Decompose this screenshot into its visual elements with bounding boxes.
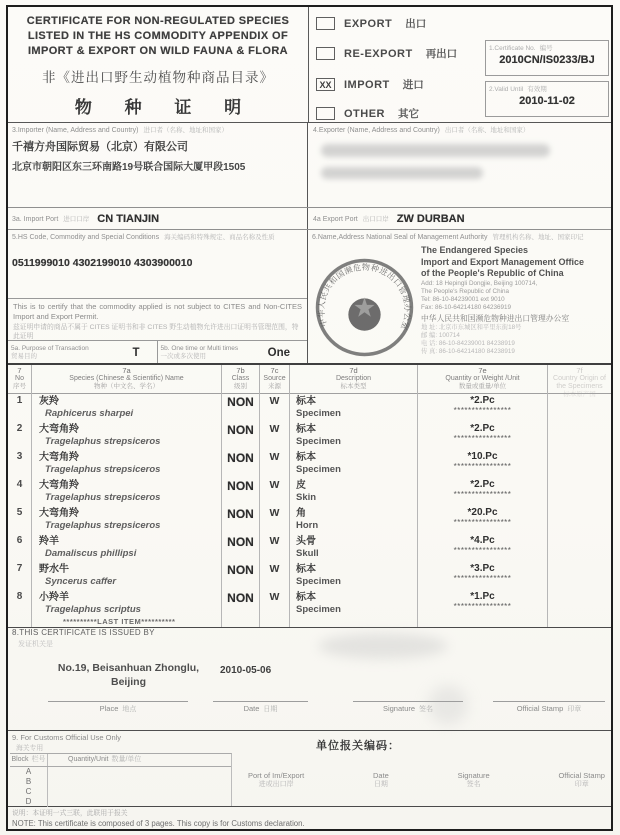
hs-authority-row — [8, 229, 611, 363]
origin-cell — [548, 534, 611, 562]
source-cell: W — [260, 562, 290, 590]
label-cn: 编号 — [539, 45, 553, 52]
national-emblem-icon — [348, 297, 380, 330]
block-letter: B — [10, 777, 48, 787]
source-cell: W — [260, 478, 290, 506]
quantity-cell — [418, 422, 548, 450]
header-cn: 数量或重量/单位 — [458, 383, 507, 390]
description-cell — [290, 478, 418, 506]
header-cn: 级别 — [234, 383, 247, 390]
label-cn: 签名 — [466, 781, 481, 788]
management-authority-section — [309, 230, 611, 363]
issued-by-label: 8.THIS CERTIFICATE IS ISSUED BY — [12, 628, 155, 637]
species-name-scientific: Raphicerus sharpei — [45, 408, 134, 419]
authority-faint-line: 邮 编: 100714 — [421, 331, 460, 339]
importer-address: 北京市朝阳区东三环南路19号联合国际大厦甲段1505 — [12, 162, 246, 173]
note-en: NOTE: This certificate is composed of 3 pages. This copy is for Customs declaration. — [12, 819, 305, 828]
label-en: 2.Valid Until — [489, 86, 524, 93]
customs-section — [8, 730, 611, 807]
times-label-cn: 一次或多次使用 — [160, 352, 206, 360]
checkbox-label: EXPORT — [344, 17, 393, 30]
species-name-scientific: Tragelaphus scriptus — [45, 604, 141, 615]
row-number: 6 — [8, 534, 32, 562]
reexport-checkbox — [316, 47, 335, 60]
divider — [308, 7, 309, 122]
quantity-value: *2.Pc — [470, 423, 495, 434]
label-cn: 日期 — [373, 781, 388, 788]
purpose-value: T — [132, 346, 140, 359]
description-cn: 标本 — [296, 452, 316, 463]
quantity-value: *3.Pc — [470, 563, 495, 574]
quantity-value: *1.Pc — [470, 591, 495, 602]
times-label: 5b. One time or Multi times — [160, 344, 239, 352]
authority-name-line: Import and Export Management Office — [421, 256, 585, 267]
document-frame — [6, 5, 613, 831]
exporter-label: 4.Exporter (Name, Address and Country) — [313, 127, 440, 134]
species-cell — [32, 394, 222, 422]
customs-label: 9. For Customs Official Use Only — [12, 733, 122, 742]
table-row — [8, 590, 611, 627]
authority-name-line: The Endangered Species — [421, 245, 529, 255]
title-cn-large: 物 种 证 明 — [74, 98, 256, 117]
purpose-cell — [8, 341, 158, 364]
header-id: 7a — [122, 366, 131, 375]
title-subtitle-cn: 非《进出口野生动植物种商品目录》 — [42, 70, 274, 85]
row-number: 1 — [8, 394, 32, 422]
description-cn: 皮 — [296, 480, 306, 491]
class-cell: NON — [222, 534, 260, 562]
official-stamp-field — [558, 771, 605, 789]
header-en: Source — [263, 375, 286, 382]
header-en: Class — [231, 375, 250, 382]
header-cn: 来源 — [268, 383, 281, 390]
date-field — [373, 771, 389, 789]
description-cell — [290, 394, 418, 422]
header-en: No — [15, 375, 24, 382]
species-table — [8, 363, 611, 628]
date-signature-field — [213, 701, 308, 714]
importer-exporter-row — [8, 122, 611, 207]
origin-cell — [548, 506, 611, 534]
class-cell: NON — [222, 450, 260, 478]
authority-address-line: The People's Republic of China — [421, 287, 510, 295]
quantity-padding-stars: **************** — [453, 406, 512, 415]
block-row — [10, 767, 231, 777]
source-cell: W — [260, 506, 290, 534]
species-name-scientific: Tragelaphus strepsiceros — [45, 436, 161, 447]
seal-text: 中华人民共和国濒危物种进出口管理办公室 — [316, 262, 413, 332]
row-number: 2 — [8, 422, 32, 450]
table-row — [8, 394, 611, 422]
checkbox-label: IMPORT — [344, 78, 390, 91]
quantity-value: *4.Pc — [470, 535, 495, 546]
header-cn: 标本类型 — [340, 383, 367, 390]
purpose-label: 5a. Purpose of Transaction — [11, 344, 89, 352]
species-name-cn: 大弯角羚 — [39, 424, 79, 435]
header-id: 7 — [17, 366, 22, 375]
authority-address-line: Fax: 86-10-64214180 64236919 — [421, 303, 511, 311]
quantity-value: *20.Pc — [467, 507, 498, 518]
signature-field — [458, 771, 490, 789]
header-en: Description — [335, 375, 371, 382]
header-id: 7d — [349, 366, 358, 375]
exporter-cell — [309, 123, 611, 207]
label-en: Place — [99, 704, 119, 713]
description-en: Specimen — [296, 604, 341, 615]
authority-faint-line: 传 真: 86-10-64214180 84238919 — [421, 347, 515, 355]
table-row — [8, 478, 611, 506]
species-name-cn: 羚羊 — [39, 536, 59, 547]
species-cell — [32, 562, 222, 590]
export-checkbox — [316, 17, 335, 30]
label-en: Date — [243, 704, 260, 713]
description-cell — [290, 450, 418, 478]
source-cell: W — [260, 534, 290, 562]
title-line: LISTED IN THE HS COMMODITY APPENDIX OF — [27, 30, 289, 42]
quantity-padding-stars: **************** — [453, 574, 512, 583]
species-name-cn: 大弯角羚 — [39, 508, 79, 519]
footer-notes — [12, 807, 305, 828]
checkbox-row-reexport — [316, 46, 457, 61]
class-cell: NON — [222, 506, 260, 534]
block-header-en: Block — [11, 756, 29, 763]
species-table-header — [8, 365, 611, 398]
row-number: 8 — [8, 590, 32, 627]
row-number: 5 — [8, 506, 32, 534]
authority-address-line: Tel: 86-10-84239001 ext 9010 — [421, 295, 505, 303]
table-row — [8, 450, 611, 478]
class-cell: NON — [222, 478, 260, 506]
document-title-block — [8, 14, 308, 118]
authority-name-line: of the People's Republic of China — [421, 268, 564, 278]
source-cell: W — [260, 422, 290, 450]
description-cn: 标本 — [296, 564, 316, 575]
species-cell — [32, 590, 222, 627]
quantity-value: *2.Pc — [470, 479, 495, 490]
importer-label-cn: 进口者（名称、地址和国家） — [143, 127, 228, 134]
checkbox-label: RE-EXPORT — [344, 47, 413, 60]
valid-until-box — [485, 81, 609, 117]
certificate-number-label — [489, 43, 605, 52]
quantity-padding-stars: **************** — [453, 434, 512, 443]
label-en: Official Stamp — [558, 771, 605, 780]
origin-cell — [548, 422, 611, 450]
export-port-label-cn: 出口口岸 — [362, 216, 389, 223]
label-en: Official Stamp — [516, 704, 564, 713]
species-name-cn: 大弯角羚 — [39, 452, 79, 463]
certificate-number-box — [485, 40, 609, 76]
import-port-label-cn: 进口口岸 — [63, 216, 90, 223]
source-cell: W — [260, 394, 290, 422]
customs-label-cn: 海关专用 — [16, 745, 44, 752]
origin-cell — [548, 562, 611, 590]
quantity-cell — [418, 562, 548, 590]
hs-code-column — [8, 230, 308, 363]
times-cell — [158, 341, 308, 364]
issue-date: 2010-05-06 — [220, 665, 272, 676]
header-en: Species (Chinese & Scientific) Name — [69, 375, 184, 382]
quantity-cell — [418, 506, 548, 534]
issuer-address-line: No.19, Beisanhuan Zhonglu, — [57, 662, 200, 674]
customs-signature-row — [248, 771, 605, 789]
species-name-scientific: Tragelaphus strepsiceros — [45, 492, 161, 503]
checkbox-label-cn: 进口 — [402, 79, 424, 91]
importer-name: 千禧方舟国际贸易（北京）有限公司 — [12, 141, 188, 153]
description-en: Skull — [296, 548, 319, 559]
species-name-scientific: Damaliscus phillipsi — [45, 548, 137, 559]
certify-statement — [8, 298, 307, 340]
description-cn: 标本 — [296, 396, 316, 407]
description-en: Specimen — [296, 576, 341, 587]
issued-by-section — [8, 625, 611, 730]
description-en: Skin — [296, 492, 317, 503]
authority-label-cn: 管理机构名称、地址、国家印记 — [492, 234, 584, 241]
purpose-label-cn: 贸易目的 — [11, 352, 37, 360]
import-port-value: CN TIANJIN — [97, 212, 160, 225]
qty-header-en: Quantity/Unit — [68, 756, 109, 763]
header-id: 7e — [478, 366, 487, 375]
table-row — [8, 422, 611, 450]
redacted-content — [321, 167, 483, 179]
species-name-cn: 野水牛 — [39, 564, 69, 575]
description-en: Specimen — [296, 408, 341, 419]
title-line: IMPORT & EXPORT ON WILD FAUNA & FLORA — [27, 45, 289, 57]
header-cn: 物种（中文名、学名） — [94, 383, 159, 390]
class-cell: NON — [222, 422, 260, 450]
origin-cell — [548, 590, 611, 627]
species-name-scientific: Syncerus caffer — [45, 576, 117, 587]
certify-text-cn: 兹证明申请的商品不属于 CITES 证明书和非 CITES 野生动植物允许进出口证明书管理范围，特此证明 — [13, 324, 299, 340]
checkbox-row-export — [316, 16, 426, 31]
ports-row — [8, 207, 611, 229]
redacted-content — [321, 144, 550, 157]
certify-text-en: This is to certify that the commodity applied is not subject to CITES and Non-CITES Import and Export Permit. — [13, 302, 302, 321]
valid-until-value: 2010-11-02 — [519, 95, 575, 107]
import-checkbox-checked: XX — [316, 78, 335, 91]
block-letter: D — [10, 797, 48, 807]
description-cn: 标本 — [296, 592, 316, 603]
quantity-cell — [418, 590, 548, 627]
table-row — [8, 534, 611, 562]
label-en: Signature — [457, 771, 490, 780]
block-row — [10, 797, 231, 807]
checkbox-row-import — [316, 77, 424, 92]
species-rows — [8, 394, 611, 627]
import-port-label: 3a. Import Port — [12, 216, 59, 223]
importer-cell — [8, 123, 308, 207]
quantity-padding-stars: **************** — [453, 490, 512, 499]
import-port-cell — [8, 208, 308, 229]
export-port-cell — [309, 208, 611, 229]
checkbox-row-other — [316, 106, 419, 121]
description-cell — [290, 534, 418, 562]
description-cell — [290, 422, 418, 450]
table-row — [8, 506, 611, 534]
issuer-address — [36, 661, 221, 689]
quantity-value: *2.Pc — [470, 395, 495, 406]
authority-label: 6.Name,Address National Seal of Management Authority — [312, 234, 488, 241]
quantity-padding-stars: **************** — [453, 518, 512, 527]
quantity-padding-stars: **************** — [453, 546, 512, 555]
species-name-scientific: Tragelaphus strepsiceros — [45, 520, 161, 531]
species-name-scientific: Tragelaphus strepsiceros — [45, 464, 161, 475]
label-en: 1.Certificate No. — [489, 45, 536, 52]
block-row — [10, 787, 231, 797]
export-port-label: 4a Export Port — [313, 216, 358, 223]
class-cell: NON — [222, 562, 260, 590]
importer-label: 3.Importer (Name, Address and Country) — [12, 127, 139, 134]
header-origin — [548, 365, 611, 399]
hs-code-label-cn: 海关编码和特殊规定、商品名称及性质 — [164, 234, 275, 241]
label-cn: 有效期 — [527, 86, 547, 93]
scan-smudge — [318, 633, 448, 659]
quantity-cell — [418, 534, 548, 562]
species-name-cn: 大弯角羚 — [39, 480, 79, 491]
header-id: 7c — [270, 366, 279, 375]
checkbox-label-cn: 再出口 — [425, 48, 458, 60]
row-number: 7 — [8, 562, 32, 590]
label-cn: 印章 — [567, 706, 582, 713]
exporter-label-cn: 出口者（名称、地址和国家） — [444, 127, 530, 134]
label-cn: 日期 — [263, 706, 278, 713]
header-en: Country Origin of the Specimens — [553, 375, 606, 390]
label-en: Signature — [382, 704, 416, 713]
checkbox-label: OTHER — [344, 107, 385, 120]
place-signature-field — [48, 701, 188, 714]
label-cn: 地点 — [122, 706, 137, 713]
header-cn: 标本原产国 — [563, 391, 596, 398]
description-en: Horn — [296, 520, 319, 531]
quantity-value: *10.Pc — [467, 451, 498, 462]
label-cn: 进或出口岸 — [258, 781, 294, 788]
title-line: CERTIFICATE FOR NON-REGULATED SPECIES — [26, 15, 290, 27]
times-value: One — [267, 346, 290, 359]
source-cell: W — [260, 450, 290, 478]
description-en: Specimen — [296, 436, 341, 447]
declaration-code-label: 单位报关编码： — [316, 740, 400, 752]
valid-until-label — [489, 84, 605, 93]
header-id: 7b — [236, 366, 245, 375]
authority-address-line: Add: 18 Hepingli Dongjie, Beijing 100714, — [421, 279, 538, 287]
description-en: Specimen — [296, 464, 341, 475]
species-cell — [32, 450, 222, 478]
official-seal-stamp — [314, 257, 415, 358]
checkbox-label-cn: 出口 — [405, 18, 427, 30]
description-cell — [290, 562, 418, 590]
label-en: Port of Im/Export — [248, 771, 305, 780]
header-id: 7f — [576, 366, 583, 375]
quantity-padding-stars: **************** — [453, 602, 512, 611]
authority-faint-line: 电 话: 86-10-84239001 84238919 — [421, 339, 515, 347]
quantity-cell — [418, 394, 548, 422]
signature-field — [353, 701, 463, 714]
quantity-cell — [418, 450, 548, 478]
last-item-marker: **********LAST ITEM********** — [63, 617, 176, 626]
qty-header-cn: 数量/单位 — [111, 756, 142, 763]
species-cell — [32, 506, 222, 534]
customs-table-header — [10, 754, 231, 767]
issuer-address-line: Beijing — [110, 676, 146, 688]
certificate-number-value: 2010CN/IS0233/BJ — [499, 54, 595, 66]
origin-cell — [548, 478, 611, 506]
description-cn: 标本 — [296, 424, 316, 435]
checkbox-label-cn: 其它 — [398, 108, 419, 120]
label-cn: 印章 — [574, 781, 589, 788]
issued-by-label-cn: 发证机关是 — [18, 641, 53, 648]
species-name-cn: 灰羚 — [39, 396, 59, 407]
table-row — [8, 562, 611, 590]
hs-code-value: 0511999010 4302199010 4303900010 — [12, 257, 193, 269]
description-cn: 角 — [296, 508, 306, 519]
port-field — [248, 771, 304, 789]
export-port-value: ZW DURBAN — [396, 212, 465, 225]
block-letter: C — [10, 787, 48, 797]
description-cn: 头骨 — [296, 536, 316, 547]
row-number: 3 — [8, 450, 32, 478]
official-stamp-field — [493, 701, 605, 714]
origin-cell — [548, 450, 611, 478]
header-en: Quantity or Weight /Unit — [445, 375, 520, 382]
species-cell — [32, 478, 222, 506]
authority-details — [421, 245, 609, 356]
quantity-padding-stars: **************** — [453, 462, 512, 471]
block-header-cn: 栏号 — [31, 756, 46, 763]
block-row — [10, 777, 231, 787]
class-cell: NON — [222, 590, 260, 627]
authority-faint-line: 地 址: 北京市东城区和平里东街18号 — [421, 323, 522, 331]
quantity-cell — [418, 478, 548, 506]
block-letter: A — [10, 767, 48, 777]
label-en: Date — [373, 771, 389, 780]
header-cn: 序号 — [13, 383, 26, 390]
class-cell: NON — [222, 394, 260, 422]
authority-name-cn: 中华人民共和国濒危物种进出口管理办公室 — [421, 313, 570, 323]
description-cell — [290, 506, 418, 534]
label-cn: 签名 — [419, 706, 434, 713]
hs-code-label: 5.HS Code, Commodity and Special Conditions — [12, 234, 160, 241]
purpose-row — [8, 340, 307, 364]
species-cell — [32, 534, 222, 562]
signature-row — [8, 701, 611, 714]
species-cell — [32, 422, 222, 450]
species-name-cn: 小羚羊 — [39, 592, 69, 603]
note-cn: 说明：本证明一式三联，此联用于报关 — [12, 810, 128, 817]
description-cell — [290, 590, 418, 627]
row-number: 4 — [8, 478, 32, 506]
source-cell: W — [260, 590, 290, 627]
other-checkbox — [316, 107, 335, 120]
customs-block-table — [10, 753, 232, 806]
